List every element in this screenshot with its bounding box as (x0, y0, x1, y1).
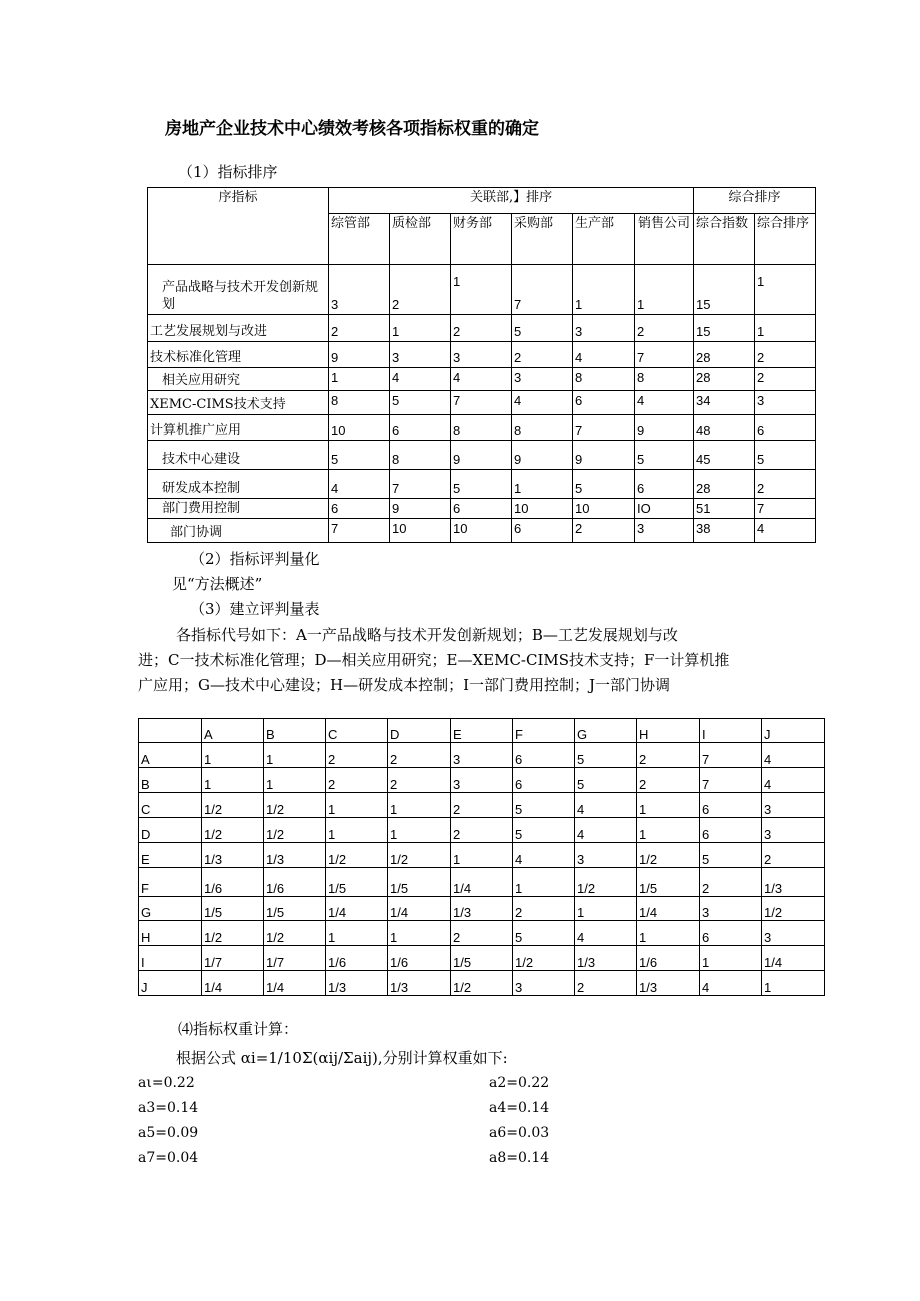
matrix-value-cell: 1/4 (326, 897, 388, 921)
table-row (148, 470, 816, 499)
header-dept: 生产部 (573, 213, 635, 264)
table-row (139, 843, 825, 868)
table-row (148, 264, 816, 314)
ranking-value-cell: 7 (573, 414, 635, 441)
matrix-value-cell: 1 (388, 793, 451, 818)
matrix-value-cell: 1/2 (575, 868, 637, 897)
ranking-value-cell: 2 (451, 315, 512, 342)
matrix-value-cell: 1/5 (637, 868, 700, 897)
ranking-value-cell: 1 (755, 264, 816, 314)
matrix-value-cell: 4 (513, 843, 575, 868)
matrix-value-cell: 1/6 (202, 868, 264, 897)
matrix-row-header: I (139, 946, 202, 971)
code-paragraph-line: 各指标代号如下：A一产品战略与技术开发创新规划；B—工艺发展规划与改 (176, 626, 678, 644)
ranking-value-cell: 7 (390, 470, 451, 499)
header-dept: 销售公司 (635, 213, 694, 264)
table-row (148, 315, 816, 342)
code-paragraph-line: 广应用；G—技术中心建设；H—研发成本控制；I一部门费用控制；J一部门协调 (138, 676, 671, 694)
ranking-value-cell: 5 (512, 315, 573, 342)
ranking-value-cell: 4 (635, 391, 694, 415)
matrix-value-cell: 2 (388, 743, 451, 768)
ranking-value-cell: 9 (390, 498, 451, 519)
matrix-column-header: J (762, 719, 825, 743)
indicator-name-cell: 产品战略与技术开发创新规划 (148, 264, 329, 314)
table-row (148, 441, 816, 470)
ranking-value-cell: 4 (390, 367, 451, 391)
matrix-value-cell: 1 (388, 921, 451, 946)
matrix-value-cell: 1/2 (202, 921, 264, 946)
matrix-value-cell: 3 (513, 971, 575, 996)
ranking-value-cell: 3 (390, 341, 451, 367)
see-method-note: 见“方法概述” (172, 575, 263, 593)
ranking-value-cell: 9 (451, 441, 512, 470)
ranking-value-cell: 4 (329, 470, 390, 499)
matrix-value-cell: 1 (451, 843, 513, 868)
matrix-value-cell: 1/2 (451, 971, 513, 996)
matrix-row-header: C (139, 793, 202, 818)
matrix-value-cell: 6 (700, 793, 762, 818)
matrix-value-cell: 1/6 (637, 946, 700, 971)
section-2-heading: （2）指标评判量化 (190, 550, 320, 568)
matrix-value-cell: 1/3 (451, 897, 513, 921)
ranking-value-cell: 3 (451, 341, 512, 367)
matrix-value-cell: 2 (326, 768, 388, 793)
indicator-name-cell: 技术中心建设 (148, 441, 329, 470)
ranking-value-cell: 5 (329, 441, 390, 470)
weight-value: a5=0.09 (138, 1125, 199, 1141)
ranking-value-cell: 6 (329, 498, 390, 519)
matrix-value-cell: 7 (700, 768, 762, 793)
matrix-value-cell: 1 (513, 868, 575, 897)
ranking-value-cell: 38 (694, 519, 755, 543)
table-row (148, 519, 816, 543)
ranking-value-cell: 8 (329, 391, 390, 415)
matrix-value-cell: 1/3 (326, 971, 388, 996)
matrix-value-cell: 1/7 (264, 946, 326, 971)
ranking-value-cell: 28 (694, 367, 755, 391)
indicator-ranking-table (147, 187, 816, 543)
ranking-value-cell: 7 (329, 519, 390, 543)
matrix-value-cell: 1/4 (451, 868, 513, 897)
matrix-column-header: B (264, 719, 326, 743)
table-row (148, 498, 816, 519)
matrix-value-cell: 1/6 (388, 946, 451, 971)
ranking-value-cell: 2 (390, 264, 451, 314)
ranking-value-cell: 1 (573, 264, 635, 314)
matrix-value-cell: 1 (700, 946, 762, 971)
ranking-value-cell: 3 (512, 367, 573, 391)
table-row (139, 818, 825, 843)
header-dept: 综管部 (329, 213, 390, 264)
ranking-value-cell: 3 (573, 315, 635, 342)
ranking-value-cell: 2 (755, 341, 816, 367)
ranking-value-cell: 5 (755, 441, 816, 470)
matrix-column-header: A (202, 719, 264, 743)
header-dept: 财务部 (451, 213, 512, 264)
matrix-value-cell: 1/5 (264, 897, 326, 921)
table-row (148, 414, 816, 441)
ranking-value-cell: 3 (329, 264, 390, 314)
ranking-value-cell: 2 (755, 470, 816, 499)
matrix-value-cell: 4 (762, 768, 825, 793)
matrix-value-cell: 1/2 (513, 946, 575, 971)
matrix-value-cell: 1 (264, 768, 326, 793)
ranking-value-cell: 51 (694, 498, 755, 519)
ranking-value-cell: 28 (694, 470, 755, 499)
header-index: 序指标 (148, 188, 329, 265)
matrix-value-cell: 1/3 (202, 843, 264, 868)
indicator-name-cell: 研发成本控制 (148, 470, 329, 499)
table-row (148, 391, 816, 415)
ranking-value-cell: 7 (635, 341, 694, 367)
section-4-heading: ⑷指标权重计算： (178, 1020, 299, 1038)
ranking-value-cell: 6 (635, 470, 694, 499)
ranking-value-cell: 2 (329, 315, 390, 342)
weight-value: a7=0.04 (138, 1150, 199, 1166)
matrix-value-cell: 1/2 (637, 843, 700, 868)
section-3-heading: （3）建立评判量表 (190, 600, 320, 618)
matrix-column-header: G (575, 719, 637, 743)
matrix-value-cell: 3 (700, 897, 762, 921)
ranking-value-cell: 6 (390, 414, 451, 441)
matrix-value-cell: 1 (575, 897, 637, 921)
matrix-value-cell: 4 (575, 793, 637, 818)
matrix-value-cell: 1/5 (326, 868, 388, 897)
ranking-value-cell: 5 (635, 441, 694, 470)
table-row (139, 743, 825, 768)
matrix-column-header: I (700, 719, 762, 743)
matrix-value-cell: 5 (513, 818, 575, 843)
matrix-column-header: C (326, 719, 388, 743)
ranking-value-cell: 9 (512, 441, 573, 470)
matrix-value-cell: 2 (451, 818, 513, 843)
ranking-value-cell: 45 (694, 441, 755, 470)
matrix-column-header: E (451, 719, 513, 743)
matrix-value-cell: 1/4 (388, 897, 451, 921)
ranking-value-cell: 5 (390, 391, 451, 415)
table-row (139, 946, 825, 971)
matrix-value-cell: 1/2 (326, 843, 388, 868)
ranking-value-cell: 8 (390, 441, 451, 470)
ranking-value-cell: 8 (512, 414, 573, 441)
matrix-value-cell: 1/3 (264, 843, 326, 868)
ranking-value-cell: 3 (635, 519, 694, 543)
table-row (139, 793, 825, 818)
matrix-value-cell: 1/2 (264, 818, 326, 843)
matrix-row-header: B (139, 768, 202, 793)
matrix-value-cell: 2 (637, 768, 700, 793)
matrix-value-cell: 1/3 (637, 971, 700, 996)
ranking-value-cell: IO (635, 498, 694, 519)
ranking-value-cell: 1 (390, 315, 451, 342)
weight-value: aι=0.22 (138, 1075, 195, 1091)
ranking-value-cell: 9 (329, 341, 390, 367)
ranking-value-cell: 1 (635, 264, 694, 314)
document-title: 房地产企业技术中心绩效考核各项指标权重的确定 (165, 119, 539, 139)
matrix-value-cell: 2 (451, 793, 513, 818)
matrix-value-cell: 1/2 (202, 793, 264, 818)
ranking-value-cell: 2 (755, 367, 816, 391)
matrix-value-cell: 3 (762, 921, 825, 946)
matrix-value-cell: 2 (326, 743, 388, 768)
matrix-value-cell: 1/6 (326, 946, 388, 971)
ranking-value-cell: 10 (390, 519, 451, 543)
header-dept: 采购部 (512, 213, 573, 264)
ranking-value-cell: 2 (512, 341, 573, 367)
weight-value: a8=0.14 (489, 1150, 550, 1166)
ranking-value-cell: 10 (573, 498, 635, 519)
matrix-value-cell: 1/4 (762, 946, 825, 971)
ranking-value-cell: 1 (451, 264, 512, 314)
ranking-value-cell: 15 (694, 264, 755, 314)
matrix-value-cell: 2 (637, 743, 700, 768)
weight-value: a4=0.14 (489, 1100, 550, 1116)
table-row (148, 367, 816, 391)
matrix-value-cell: 1/2 (264, 921, 326, 946)
ranking-value-cell: 48 (694, 414, 755, 441)
matrix-value-cell: 5 (575, 768, 637, 793)
matrix-value-cell: 2 (575, 971, 637, 996)
matrix-value-cell: 1 (202, 743, 264, 768)
ranking-value-cell: 10 (329, 414, 390, 441)
ranking-value-cell: 8 (635, 367, 694, 391)
ranking-value-cell: 15 (694, 315, 755, 342)
ranking-value-cell: 3 (755, 391, 816, 415)
ranking-value-cell: 6 (573, 391, 635, 415)
matrix-value-cell: 1 (326, 793, 388, 818)
ranking-value-cell: 4 (451, 367, 512, 391)
ranking-value-cell: 1 (755, 315, 816, 342)
matrix-value-cell: 4 (575, 818, 637, 843)
matrix-value-cell: 4 (700, 971, 762, 996)
weight-value: a6=0.03 (489, 1125, 550, 1141)
matrix-header-row (139, 719, 825, 743)
table-row (148, 341, 816, 367)
ranking-value-cell: 7 (755, 498, 816, 519)
matrix-value-cell: 1 (637, 818, 700, 843)
matrix-value-cell: 3 (451, 768, 513, 793)
matrix-value-cell: 5 (513, 793, 575, 818)
matrix-value-cell: 5 (700, 843, 762, 868)
indicator-name-cell: 部门协调 (148, 519, 329, 543)
matrix-value-cell: 2 (762, 843, 825, 868)
matrix-value-cell: 6 (513, 768, 575, 793)
indicator-name-cell: XEMC-CIMS技术支持 (148, 391, 329, 415)
matrix-value-cell: 1/4 (264, 971, 326, 996)
ranking-value-cell: 28 (694, 341, 755, 367)
matrix-value-cell: 1/5 (388, 868, 451, 897)
matrix-column-header: F (513, 719, 575, 743)
ranking-value-cell: 7 (512, 264, 573, 314)
matrix-corner-cell (139, 719, 202, 743)
matrix-column-header: H (637, 719, 700, 743)
matrix-value-cell: 1/6 (264, 868, 326, 897)
formula-line: 根据公式 αi=1/10Σ(αij/Σaij),分别计算权重如下: (176, 1049, 508, 1067)
table-row (139, 868, 825, 897)
matrix-value-cell: 6 (700, 921, 762, 946)
matrix-row-header: E (139, 843, 202, 868)
ranking-value-cell: 6 (451, 498, 512, 519)
table-row (139, 897, 825, 921)
matrix-value-cell: 1/7 (202, 946, 264, 971)
matrix-value-cell: 1/2 (388, 843, 451, 868)
matrix-value-cell: 1/2 (762, 897, 825, 921)
matrix-value-cell: 1 (326, 818, 388, 843)
ranking-value-cell: 9 (635, 414, 694, 441)
ranking-value-cell: 8 (573, 367, 635, 391)
weight-value: a3=0.14 (138, 1100, 199, 1116)
matrix-value-cell: 1 (762, 971, 825, 996)
indicator-name-cell: 技术标准化管理 (148, 341, 329, 367)
indicator-name-cell: 部门费用控制 (148, 498, 329, 519)
ranking-value-cell: 6 (512, 519, 573, 543)
judgment-matrix-table (138, 718, 825, 996)
ranking-value-cell: 10 (512, 498, 573, 519)
matrix-row-header: D (139, 818, 202, 843)
ranking-value-cell: 34 (694, 391, 755, 415)
indicator-name-cell: 相关应用研究 (148, 367, 329, 391)
matrix-row-header: J (139, 971, 202, 996)
matrix-value-cell: 1 (388, 818, 451, 843)
matrix-value-cell: 1/2 (202, 818, 264, 843)
matrix-value-cell: 1 (202, 768, 264, 793)
indicator-name-cell: 工艺发展规划与改进 (148, 315, 329, 342)
matrix-value-cell: 1/4 (637, 897, 700, 921)
table-row (139, 971, 825, 996)
ranking-value-cell: 10 (451, 519, 512, 543)
matrix-value-cell: 3 (762, 793, 825, 818)
matrix-value-cell: 2 (388, 768, 451, 793)
matrix-value-cell: 1/5 (451, 946, 513, 971)
matrix-value-cell: 6 (513, 743, 575, 768)
ranking-value-cell: 8 (451, 414, 512, 441)
ranking-value-cell: 5 (451, 470, 512, 499)
table-row (139, 768, 825, 793)
ranking-value-cell: 4 (755, 519, 816, 543)
matrix-value-cell: 1/5 (202, 897, 264, 921)
ranking-value-cell: 1 (512, 470, 573, 499)
matrix-value-cell: 6 (700, 818, 762, 843)
matrix-row-header: F (139, 868, 202, 897)
matrix-row-header: G (139, 897, 202, 921)
ranking-value-cell: 5 (573, 470, 635, 499)
header-total: 综合排序 (755, 213, 816, 264)
matrix-value-cell: 5 (513, 921, 575, 946)
matrix-value-cell: 1 (264, 743, 326, 768)
matrix-value-cell: 4 (762, 743, 825, 768)
ranking-value-cell: 4 (512, 391, 573, 415)
matrix-value-cell: 7 (700, 743, 762, 768)
matrix-value-cell: 1/3 (762, 868, 825, 897)
header-total: 综合指数 (694, 213, 755, 264)
ranking-value-cell: 1 (329, 367, 390, 391)
matrix-value-cell: 2 (700, 868, 762, 897)
ranking-value-cell: 6 (755, 414, 816, 441)
matrix-value-cell: 1/3 (388, 971, 451, 996)
code-paragraph-line: 进；C一技术标准化管理；D—相关应用研究；E—XEMC-CIMS技术支持；F一计算机推 (138, 651, 730, 669)
matrix-value-cell: 2 (451, 921, 513, 946)
matrix-value-cell: 4 (575, 921, 637, 946)
table-row (139, 921, 825, 946)
matrix-column-header: D (388, 719, 451, 743)
matrix-row-header: A (139, 743, 202, 768)
header-dept: 质检部 (390, 213, 451, 264)
matrix-value-cell: 1/3 (575, 946, 637, 971)
matrix-value-cell: 1 (326, 921, 388, 946)
weight-value: a2=0.22 (489, 1075, 550, 1091)
header-dept-group: 关联部,】排序 (329, 188, 694, 214)
matrix-row-header: H (139, 921, 202, 946)
indicator-name-cell: 计算机推广应用 (148, 414, 329, 441)
matrix-value-cell: 1 (637, 921, 700, 946)
matrix-value-cell: 2 (513, 897, 575, 921)
ranking-value-cell: 2 (635, 315, 694, 342)
ranking-value-cell: 7 (451, 391, 512, 415)
matrix-value-cell: 3 (451, 743, 513, 768)
matrix-value-cell: 3 (575, 843, 637, 868)
header-total-group: 综合排序 (694, 188, 816, 214)
matrix-value-cell: 1/4 (202, 971, 264, 996)
matrix-value-cell: 1/2 (264, 793, 326, 818)
ranking-value-cell: 2 (573, 519, 635, 543)
section-1-heading: （1）指标排序 (178, 163, 278, 181)
matrix-value-cell: 3 (762, 818, 825, 843)
ranking-value-cell: 4 (573, 341, 635, 367)
matrix-value-cell: 1 (637, 793, 700, 818)
matrix-value-cell: 5 (575, 743, 637, 768)
ranking-value-cell: 9 (573, 441, 635, 470)
